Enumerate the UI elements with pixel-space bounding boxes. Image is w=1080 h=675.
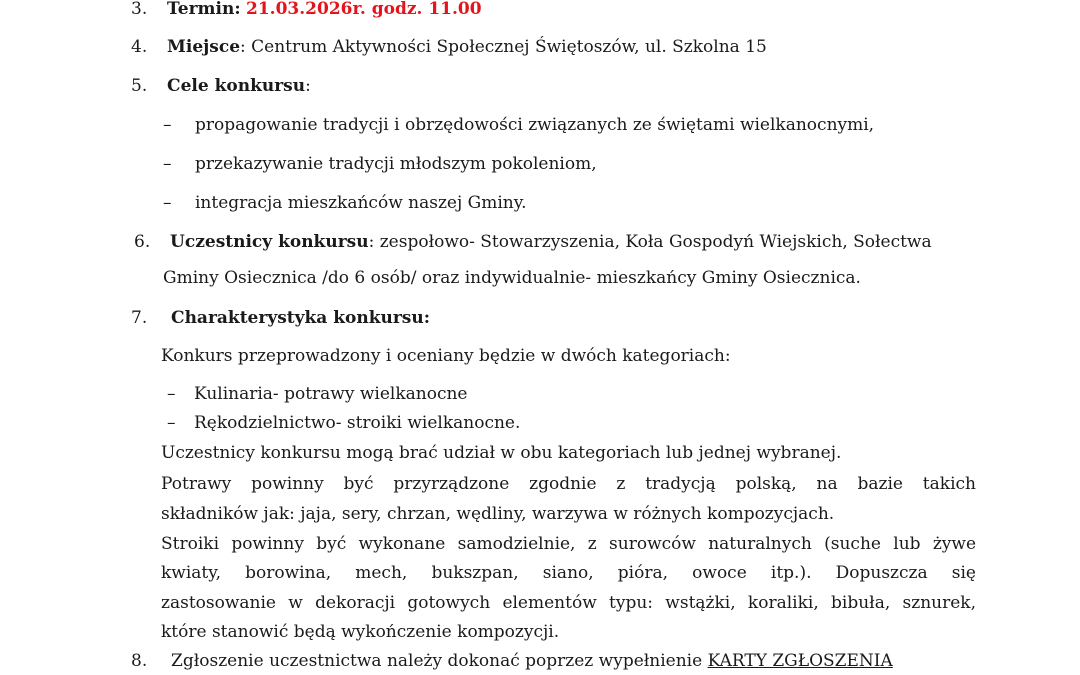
goal-item: integracja mieszkańców naszej Gminy. <box>195 193 527 213</box>
paragraph-line: które stanowić będą wykończenie kompozycji. <box>161 622 560 642</box>
registration-form-link[interactable]: KARTY ZGŁOSZENIA <box>707 651 893 671</box>
item-5-label: Cele konkursu <box>167 76 306 96</box>
item-8 <box>131 649 893 673</box>
dash-marker: – <box>167 413 176 433</box>
paragraph-line: kwiaty, borowina, mech, bukszpan, siano, pióra, owoce itp.). Dopuszcza się <box>161 563 976 583</box>
item-4-label: Miejsce <box>167 37 241 57</box>
item-6-label: Uczestnicy konkursu <box>170 232 369 252</box>
item-3-label: Termin: <box>167 0 241 19</box>
item-4-value: : Centrum Aktywności Społecznej Świętoszów, ul. Szkolna 15 <box>240 37 767 57</box>
category-item: Rękodzielnictwo- stroiki wielkanocne. <box>194 413 521 433</box>
item-5 <box>131 74 311 98</box>
item-8-number: 8. <box>131 651 148 671</box>
paragraph-line: składników jak: jaja, sery, chrzan, wędliny, warzywa w różnych kompozycjach. <box>161 504 835 524</box>
item-7-number: 7. <box>131 308 148 328</box>
item-7-label: Charakterystyka konkursu: <box>171 308 430 328</box>
item-8-text: Zgłoszenie uczestnictwa należy dokonać poprzez wypełnienie <box>171 651 708 671</box>
category-item: Kulinaria- potrawy wielkanocne <box>194 384 468 404</box>
item-3 <box>131 0 482 21</box>
item-3-date: 21.03.2026r. godz. 11.00 <box>246 0 482 19</box>
item-3-number: 3. <box>131 0 148 19</box>
item-4-number: 4. <box>131 37 148 57</box>
dash-marker: – <box>163 193 172 213</box>
paragraph-line: Uczestnicy konkursu mogą brać udział w obu kategoriach lub jednej wybranej. <box>161 443 842 463</box>
item-7 <box>131 306 430 330</box>
goal-item: przekazywanie tradycji młodszym pokoleniom, <box>195 154 597 174</box>
dash-marker: – <box>163 115 172 135</box>
item-5-colon: : <box>305 76 311 96</box>
paragraph-line: Potrawy powinny być przyrządzone zgodnie z tradycją polską, na bazie takich <box>161 474 976 494</box>
paragraph-line: zastosowanie w dekoracji gotowych elementów typu: wstążki, koraliki, bibuła, sznurek, <box>161 593 976 613</box>
item-6-continuation: Gminy Osiecznica /do 6 osób/ oraz indywidualnie- mieszkańcy Gminy Osiecznica. <box>163 268 861 288</box>
item-6-number: 6. <box>134 232 151 252</box>
item-7-intro: Konkurs przeprowadzony i oceniany będzie w dwóch kategoriach: <box>161 346 731 366</box>
paragraph-line: Stroiki powinny być wykonane samodzielnie, z surowców naturalnych (suche lub żywe <box>161 534 976 554</box>
goal-item: propagowanie tradycji i obrzędowości związanych ze świętami wielkanocnymi, <box>195 115 875 135</box>
dash-marker: – <box>163 154 172 174</box>
dash-marker: – <box>167 384 176 404</box>
item-6 <box>134 230 932 254</box>
item-5-number: 5. <box>131 76 148 96</box>
item-4 <box>131 35 767 59</box>
item-6-value: : zespołowo- Stowarzyszenia, Koła Gospodyń Wiejskich, Sołectwa <box>368 232 932 252</box>
